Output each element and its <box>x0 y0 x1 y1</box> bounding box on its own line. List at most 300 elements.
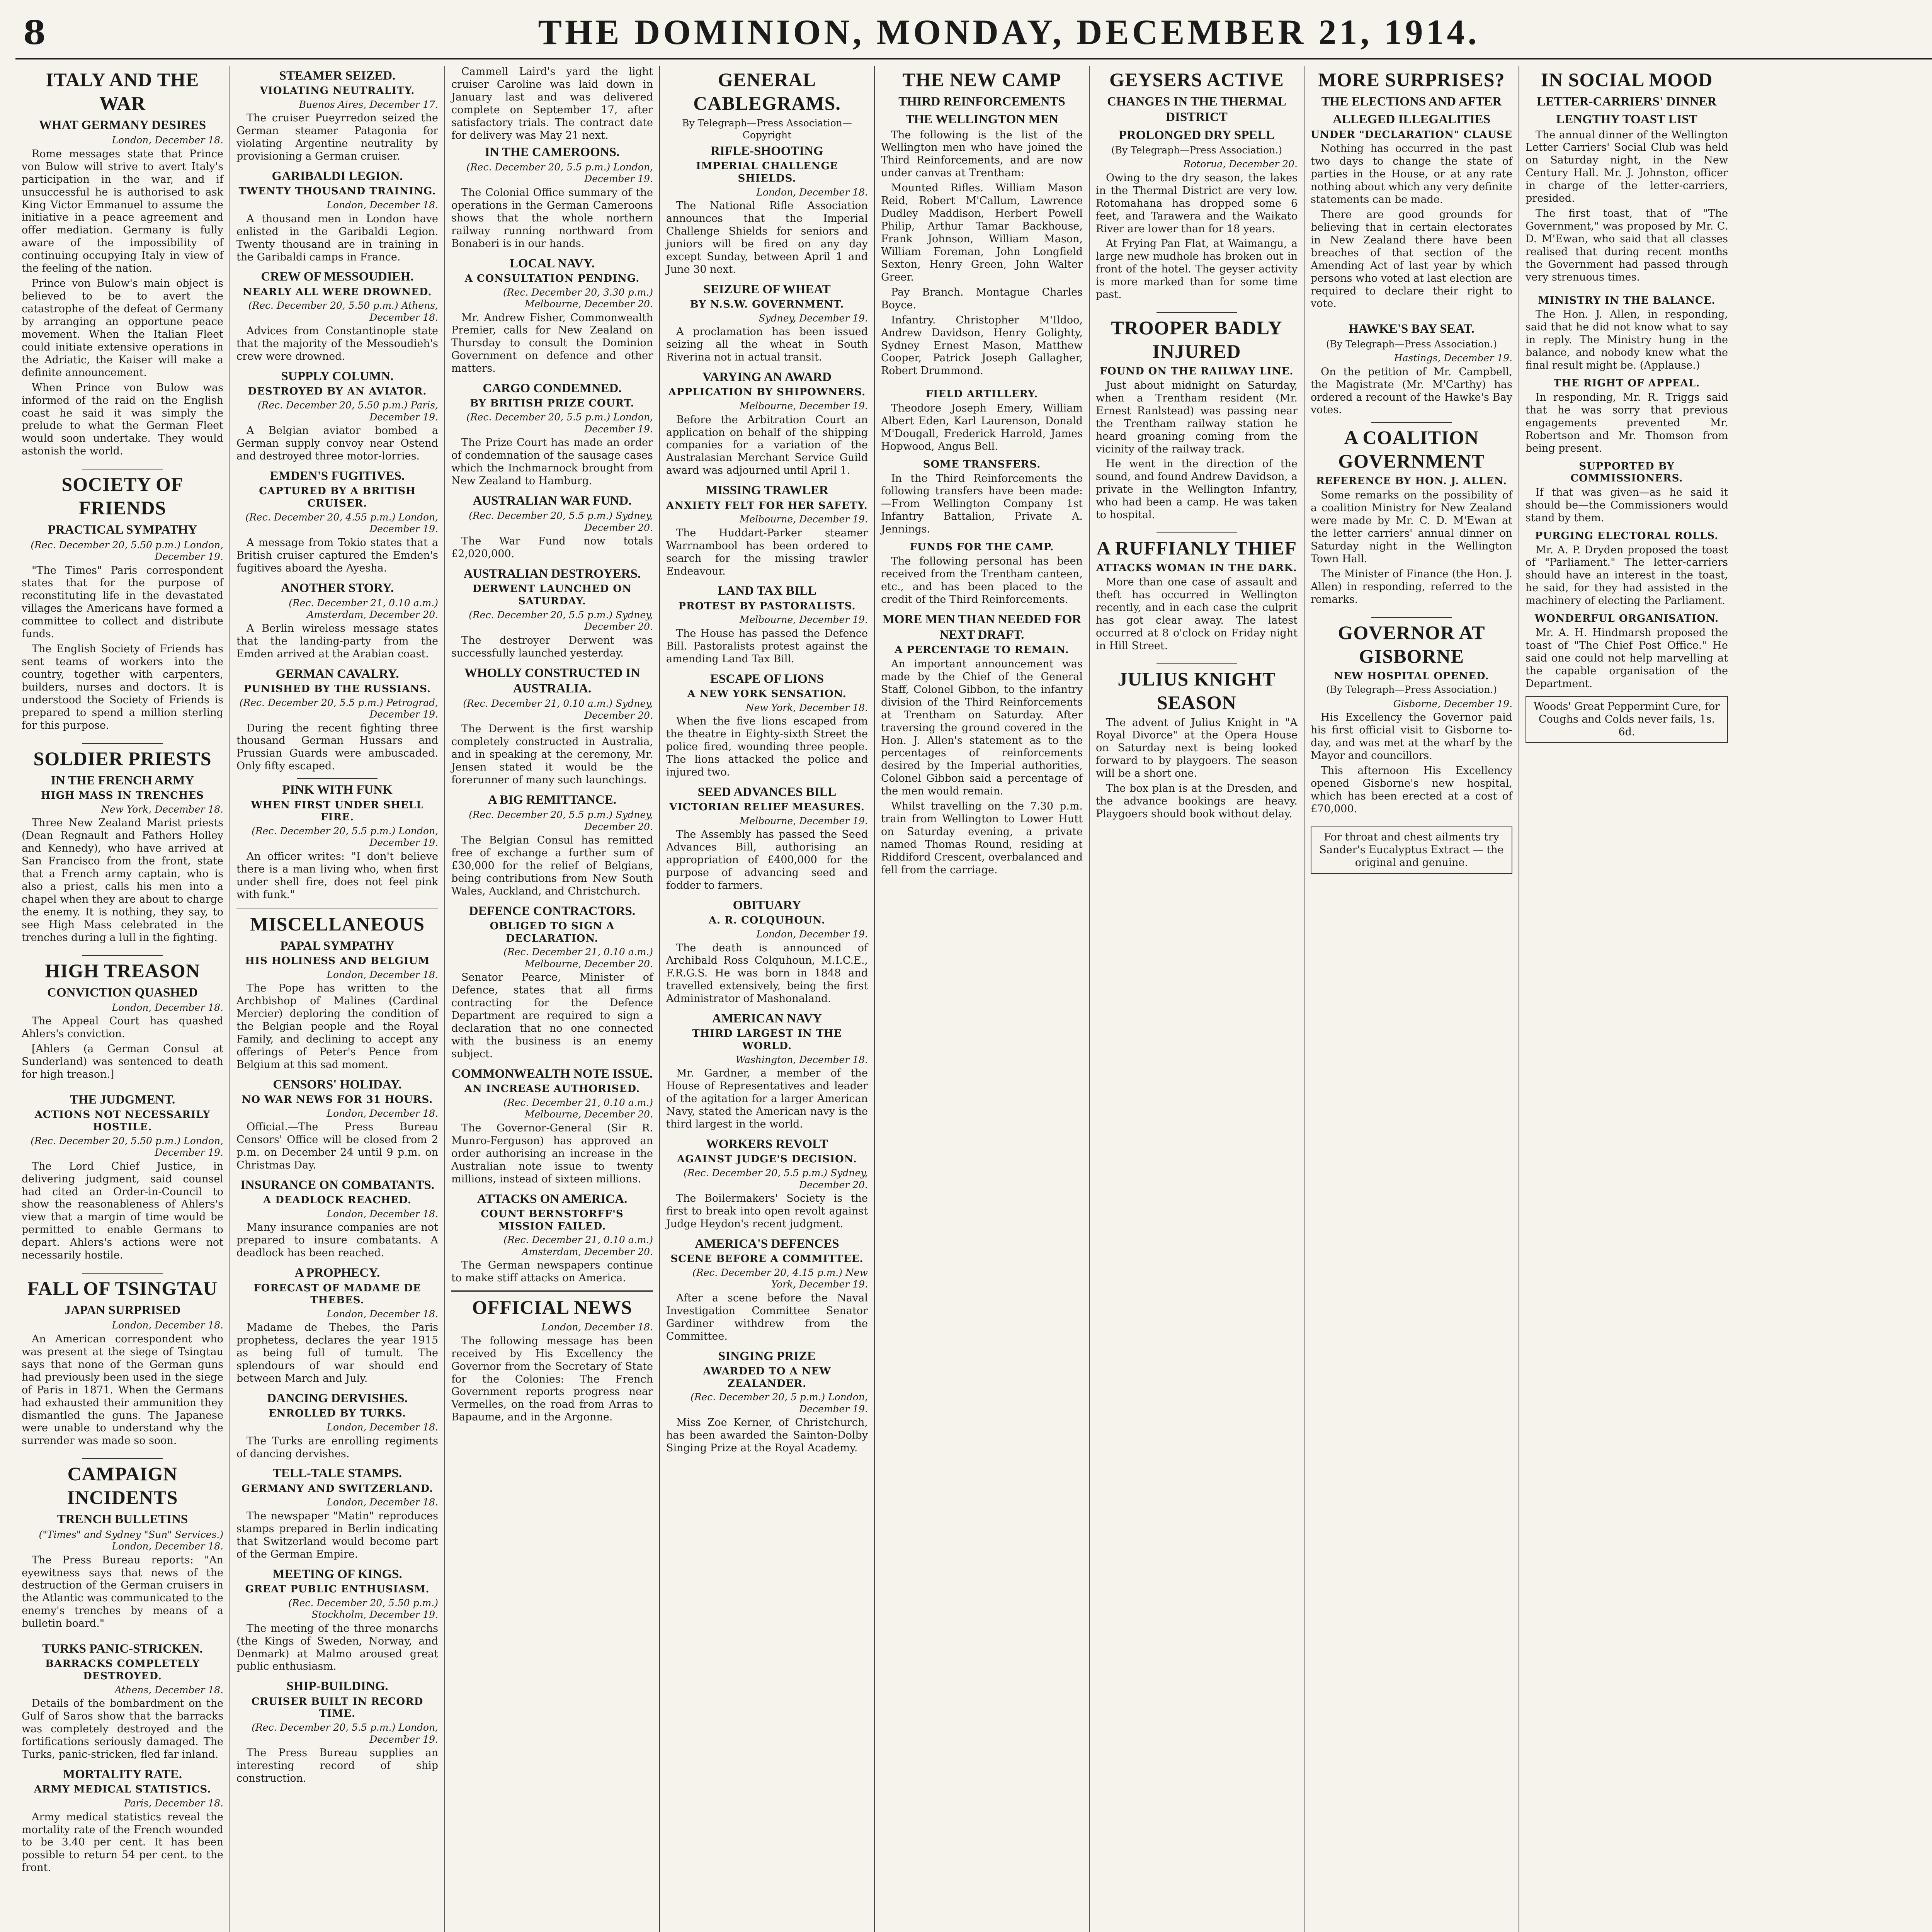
article-messoudieh <box>236 269 438 363</box>
subheadline: A CONSULTATION PENDING. <box>464 272 640 284</box>
paragraph: After a scene before the Naval Investigation Committee Senator Gardiner withdrew from the Committee. <box>666 1292 868 1342</box>
dateline: (Rec. December 20, 5.50 p.m.) London, December 19. <box>31 539 223 562</box>
subheadline: (By Telegraph—Press Association.) <box>1111 144 1282 156</box>
dateline: Hastings, December 19. <box>1394 352 1512 364</box>
paragraph: A Berlin wireless message states that the landing-party from the Emden arrived at the Arabian coast. <box>236 622 438 660</box>
subheadline: LENGTHY TOAST LIST <box>1556 112 1697 127</box>
headline: JULIUS KNIGHT SEASON <box>1117 668 1276 713</box>
article-insurance <box>236 1177 438 1260</box>
paragraph: Advices from Constantinople state that the majority of the Messoudieh's crew were drowned. <box>236 325 438 363</box>
headline: OBITUARY <box>733 898 801 913</box>
article-cameroons <box>451 145 653 250</box>
subheadline: HIS HOLINESS AND BELGIUM <box>245 955 430 967</box>
article-tsingtau <box>22 1277 223 1447</box>
article-more-surprises <box>1311 68 1512 310</box>
dateline: Sydney, December 19. <box>759 312 868 324</box>
paragraph: The Colonial Office summary of the operations in the German Cameroons shows that the whole northern railway running northward from Bonaberi is in our hands. <box>451 186 653 250</box>
subheadline: (By Telegraph—Press Association.) <box>1326 338 1497 350</box>
dateline: (Rec. December 20, 4.15 p.m.) New York, December 19. <box>692 1267 868 1290</box>
subheadline: CRUISER BUILT IN RECORD TIME. <box>251 1696 423 1720</box>
dateline: London, December 19. <box>756 929 868 940</box>
headline: MEETING OF KINGS. <box>272 1567 402 1581</box>
paragraph: Theodore Joseph Emery, William Albert Eden, Karl Laurenson, Donald M'Dougall, Frederick Harrold, James Hopwood, Angus Bell. <box>881 402 1083 452</box>
dateline: (Rec. December 21, 0.10 a.m.) Amsterdam, December 20. <box>289 597 438 621</box>
dateline: Melbourne, December 19. <box>739 400 868 412</box>
divider <box>82 743 163 744</box>
paragraph: The English Society of Friends has sent teams of workers into the country, together with carpenters, builders, nurses and doctors. It is understood the Society of Friends is prepared to spend a million sterling for this purpose. <box>22 643 223 731</box>
divider <box>1371 422 1452 423</box>
headline: SEIZURE OF WHEAT <box>703 282 831 296</box>
subheadline: PROLONGED DRY SPELL <box>1119 128 1275 142</box>
dateline: Buenos Aires, December 17. <box>299 99 438 110</box>
subheadline: NEARLY ALL WERE DROWNED. <box>243 286 432 298</box>
headline: HIGH TREASON <box>45 959 200 981</box>
divider <box>1156 312 1237 313</box>
dateline: Athens, December 18. <box>114 1684 223 1696</box>
subheadline: THE WELLINGTON MEN <box>905 112 1058 127</box>
paragraph: An American correspondent who was present at the siege of Tsingtau says that none of the German guns had previously been used in the siege of Paris in 1871. When the Germans had exhausted their ammunition they dismantled the guns. The Japanese were unable to understand why the surrender was made so soon. <box>22 1333 223 1447</box>
dateline: (Rec. December 20, 5.50 p.m.) London, December 19. <box>31 1135 223 1158</box>
subheadline: AGAINST JUDGE'S DECISION. <box>677 1153 857 1165</box>
headline: A PROPHECY. <box>294 1266 380 1280</box>
article-remittance <box>451 792 653 898</box>
headline: MISSING TRAWLER <box>706 483 828 498</box>
subheadline: THE ELECTIONS AND AFTER <box>1321 95 1502 109</box>
dateline: (Rec. December 20, 5.50 p.m.) Athens, December 18. <box>248 300 438 323</box>
subheadline: PRACTICAL SYMPATHY <box>48 523 197 537</box>
newspaper-title: THE DOMINION, MONDAY, DECEMBER 21, 1914. <box>538 12 1480 52</box>
article-society-of-friends <box>22 473 223 732</box>
article-official-news <box>451 1296 653 1424</box>
article-supply-column <box>236 369 438 463</box>
divider <box>82 955 163 956</box>
headline: CENSORS' HOLIDAY. <box>273 1077 402 1092</box>
headline: THE RIGHT OF APPEAL. <box>1553 378 1700 389</box>
headline: CARGO CONDEMNED. <box>483 381 622 396</box>
article-ruffianly-thief <box>1096 536 1298 652</box>
article-funds-for-camp <box>881 541 1083 606</box>
column-5 <box>875 66 1090 1932</box>
dateline: (Rec. December 20, 5.5 p.m.) London, December 19. <box>466 161 653 185</box>
paragraph: Mr. A. H. Hindmarsh proposed the toast of "The Chief Post Office." He said one could not help marvelling at the capable organisation of the Department. <box>1526 626 1728 690</box>
paragraph: The following is the list of the Wellington men who have joined the Third Reinforcements, and are now under canvas at Trentham: <box>881 129 1083 179</box>
subheadline: NEW HOSPITAL OPENED. <box>1334 670 1489 682</box>
article-german-cavalry <box>236 666 438 773</box>
headline: HAWKE'S BAY SEAT. <box>1349 322 1475 336</box>
dateline: (Rec. December 21, 0.10 a.m.) Melbourne, December 20. <box>503 1097 653 1120</box>
dateline: (Rec. December 20, 5.5 p.m.) Sydney, December 20. <box>684 1167 868 1190</box>
headline: SOCIETY OF FRIENDS <box>61 473 184 519</box>
headline: A COALITION GOVERNMENT <box>1338 427 1485 472</box>
headline: TURKS PANIC-STRICKEN. <box>42 1642 203 1656</box>
article-varying-award <box>666 369 868 477</box>
paragraph: Prince von Bulow's main object is believed to be to avert the catastrophe of the defeat of Germany by arranging an opportune peace movement. When the Italian Fleet could initiate extensive operations in the Adriatic, the Kaiser will make a definite announcement. <box>22 277 223 379</box>
article-prophecy <box>236 1265 438 1385</box>
headline: CAMPAIGN INCIDENTS <box>67 1463 178 1509</box>
article-electoral-rolls <box>1526 530 1728 607</box>
dateline: Melbourne, December 19. <box>739 614 868 626</box>
dateline: (Rec. December 20, 3.30 p.m.) Melbourne, December 20. <box>503 286 653 310</box>
subheadline: THIRD REINFORCEMENTS <box>898 95 1065 109</box>
article-coalition-government <box>1311 426 1512 606</box>
article-attacks-on-america <box>451 1191 653 1285</box>
article-war-fund <box>451 493 653 561</box>
headline: PURGING ELECTORAL ROLLS. <box>1535 530 1719 542</box>
paragraph: Just about midnight on Saturday, when a Trentham resident (Mr. Ernest Ranlstead) was passing near the Trentham railway station he heard groaning coming from the vicinity of the railway track. <box>1096 379 1298 455</box>
column-1 <box>15 66 230 1932</box>
article-american-navy <box>666 1011 868 1131</box>
headline: MORE MEN THAN NEEDED FOR NEXT DRAFT. <box>882 612 1082 642</box>
dateline: (Rec. December 20, 5.5 p.m.) London, December 19. <box>466 412 653 435</box>
paragraph: Many insurance companies are not prepared to insure combatants. A deadlock has been reached. <box>236 1221 438 1259</box>
paragraph: The destroyer Derwent was successfully launched yesterday. <box>451 634 653 659</box>
subheadline: PAPAL SYMPATHY <box>280 939 395 953</box>
subheadline: (By Telegraph—Press Association.) <box>1326 684 1497 696</box>
article-soldier-priests <box>22 747 223 944</box>
paragraph: Mr. Gardner, a member of the House of Representatives and leader of the agitation for a larger American Navy, stated the American navy is the third largest in the world. <box>666 1067 868 1131</box>
newspaper-page <box>15 12 1932 1932</box>
paragraph: Pay Branch. Montague Charles Boyce. <box>881 286 1083 311</box>
headline: PINK WITH FUNK <box>282 783 393 797</box>
headline: SEED ADVANCES BILL <box>697 785 837 799</box>
subheadline: By Telegraph—Press Association—Copyright <box>682 117 852 141</box>
paragraph: The National Rifle Association announces that the Imperial Challenge Shields for seniors and juniors will be fired on any day except Sunday, between April 1 and June 30 next. <box>666 200 868 276</box>
paragraph: The Belgian Consul has remitted free of exchange a further sum of £30,000 for the relief of Belgians, being contributions from New South Wales, Auckland, and Christchurch. <box>451 834 653 897</box>
headline: FUNDS FOR THE CAMP. <box>910 541 1054 553</box>
divider <box>236 907 438 908</box>
advertisement: For throat and chest ailments try Sander's Eucalyptus Extract — the original and genuine. <box>1311 827 1512 874</box>
headline: MISCELLANEOUS <box>250 913 425 935</box>
paragraph: Infantry. Christopher M'Ildoo, Andrew Davidson, Henry Golighty, Sydney Ernest Mason, Matthew Cooper, Patrick Joseph Gallagher, Robert Drummond. <box>881 314 1083 377</box>
paragraph: The cruiser Pueyrredon seized the German steamer Patagonia for violating Argentine neutrality by provisioning a German cruiser. <box>236 112 438 163</box>
article-garibaldi <box>236 168 438 264</box>
column-3 <box>445 66 660 1932</box>
headline: WONDERFUL ORGANISATION. <box>1534 613 1719 625</box>
dateline: London, December 18. <box>541 1321 653 1333</box>
divider <box>82 1273 163 1274</box>
paragraph: The Lord Chief Justice, in delivering judgment, said counsel had cited an Order-in-Council to show the reasonableness of Ahlers's view that a margin of time would be permitted to enable Germans to depart. Ahlers's actions were not necessarily hostile. <box>22 1160 223 1262</box>
headline: THE NEW CAMP <box>902 69 1061 90</box>
headline: GARIBALDI LEGION. <box>272 169 403 184</box>
subheadline: CAPTURED BY A BRITISH CRUISER. <box>259 485 416 509</box>
subheadline: ARMY MEDICAL STATISTICS. <box>34 1784 211 1796</box>
dateline: (Rec. December 20, 5.5 p.m.) Sydney, December 20. <box>469 809 653 832</box>
dateline: (Rec. December 20, 5.5 p.m.) Sydney, December 20. <box>469 510 653 533</box>
paragraph: In responding, Mr. R. Triggs said that he was sorry that previous engagements prevented Mr. Robertson and Mr. Thomson from being present. <box>1526 391 1728 454</box>
subheadline: SCENE BEFORE A COMMITTEE. <box>670 1253 864 1265</box>
paragraph: The Boilermakers' Society is the first to break into open revolt against Judge Heydon's recent judgment. <box>666 1192 868 1230</box>
headline: SOME TRANSFERS. <box>923 458 1041 470</box>
dateline: London, December 18. <box>112 1002 223 1013</box>
subheadline: CONVICTION QUASHED <box>47 985 198 1000</box>
article-italy-war <box>22 68 223 458</box>
article-mortality <box>22 1767 223 1874</box>
article-judgment <box>22 1092 223 1262</box>
columns <box>15 66 1932 1932</box>
dateline: (Rec. December 21, 0.10 a.m.) Melbourne, December 20. <box>503 946 653 969</box>
paragraph: In the Third Reinforcements the following transfers have been made:—From Wellington Company 1st Infantry Battalion, Private A. Jennings. <box>881 472 1083 536</box>
paragraph: Official.—The Press Bureau Censors' Office will be closed from 2 p.m. on December 24 until 9 p.m. on Christmas Day. <box>236 1121 438 1172</box>
article-governor-gisborne <box>1311 621 1512 816</box>
subheadline: DESTROYED BY AN AVIATOR. <box>248 386 427 398</box>
divider <box>1156 532 1237 533</box>
headline: DEFENCE CONTRACTORS. <box>469 904 636 918</box>
paragraph: The Governor-General (Sir R. Munro-Ferguson) has approved an order authorising an increase in the Australian note issue to twenty millions, instead of sixteen millions. <box>451 1122 653 1185</box>
article-right-of-appeal <box>1526 378 1728 455</box>
headline: CREW OF MESSOUDIEH. <box>261 270 414 284</box>
article-steamer-seized <box>236 68 438 163</box>
paragraph: During the recent fighting three thousand German Hussars and Prussian Guards were ambuscaded. Only fifty escaped. <box>236 722 438 772</box>
paragraph: The Turks are enrolling regiments of dancing dervishes. <box>236 1435 438 1460</box>
article-dervishes <box>236 1391 438 1460</box>
article-meeting-of-kings <box>236 1566 438 1673</box>
headline: FALL OF TSINGTAU <box>27 1277 218 1299</box>
paragraph: The following personal has been received from the Trentham canteen, etc., and has been placed to the credit of the Third Reinforcements. <box>881 555 1083 605</box>
dateline: Gisborne, December 19. <box>1393 698 1512 709</box>
paragraph: The annual dinner of the Wellington Letter Carriers' Social Club was held on Saturday night, in the New Century Hall. Mr. J. Johnston, officer in charge of the letter-carriers, presided. <box>1526 129 1728 205</box>
paragraph: Three New Zealand Marist priests (Dean Regnault and Fathers Holley and Kennedy), who have arrived at San Francisco from the front, state that a French army captain, who is also a priest, calls his men into a chapel when they are about to charge the enemy. It is nothing, they say, to see High Mass celebrated in the trenches during a lull in the fighting. <box>22 817 223 944</box>
subheadline: OBLIGED TO SIGN A DECLARATION. <box>490 920 615 944</box>
subheadline: A PERCENTAGE TO REMAIN. <box>895 644 1069 656</box>
paragraph: Mr. Andrew Fisher, Commonwealth Premier, calls for New Zealand on Thursday to consult the Dominion Government on defence and other matters. <box>451 311 653 375</box>
headline: TROOPER BADLY INJURED <box>1111 317 1282 362</box>
article-high-treason <box>22 959 223 1081</box>
subheadline: RIFLE-SHOOTING <box>711 144 823 158</box>
dateline: (Rec. December 20, 5.5 p.m.) London, December 19. <box>252 825 438 849</box>
headline: FIELD ARTILLERY. <box>925 388 1038 400</box>
article-defence-contractors <box>451 903 653 1061</box>
paragraph: The advent of Julius Knight in "A Royal Divorce" at the Opera House on Saturday next is being looked forward to by playgoers. The season will be a short one. <box>1096 716 1298 780</box>
subheadline: COUNT BERNSTORFF'S MISSION FAILED. <box>481 1208 624 1232</box>
subheadline: WHEN FIRST UNDER SHELL FIRE. <box>251 799 424 823</box>
article-ship-building <box>236 1679 438 1785</box>
headline: SHIP-BUILDING. <box>286 1679 388 1694</box>
article-some-transfers <box>881 459 1083 536</box>
article-supported-commissioners <box>1526 461 1728 525</box>
divider <box>297 778 378 779</box>
headline: ITALY AND THE WAR <box>46 69 199 114</box>
dateline: Paris, December 18. <box>124 1798 223 1809</box>
dateline: (Rec. December 20, 5.5 p.m.) London, December 19. <box>252 1722 438 1745</box>
headline: GERMAN CAVALRY. <box>276 667 399 681</box>
paragraph: An important announcement was made by the Chief of the General Staff, Colonel Gibbon, to the infantry division of the Third Reinforcements at Trentham on Saturday. After traversing the ground covered in the Hon. J. Allen's statement as to the percentages of reinforcements desired by the Imperial authorities, Colonel Gibbon said a percentage of the men would remain. <box>881 658 1083 798</box>
page-number: 8 <box>23 14 46 52</box>
paragraph: The death is announced of Archibald Ross Colquhoun, M.I.C.E., F.R.G.S. He was born in 1848 and travelled extensively, being the first Administrator of Mashonaland. <box>666 942 868 1005</box>
paragraph: The Press Bureau supplies an interesting record of ship construction. <box>236 1747 438 1784</box>
subheadline: PUNISHED BY THE RUSSIANS. <box>243 683 431 695</box>
subheadline: LETTER-CARRIERS' DINNER <box>1537 95 1717 109</box>
subheadline: TRENCH BULLETINS <box>57 1512 188 1527</box>
subheadline: HIGH MASS IN TRENCHES <box>41 789 204 801</box>
paragraph: The newspaper "Matin" reproduces stamps prepared in Berlin indicating that Switzerland would become part of the German Empire. <box>236 1510 438 1560</box>
paragraph: The Assembly has passed the Seed Advances Bill, authorising an appropriation of £400,000 for the purpose of advancing seed and fodder to farmers. <box>666 828 868 892</box>
dateline: (Rec. December 21, 0.10 a.m.) Amsterdam, December 20. <box>503 1234 653 1257</box>
paragraph: On the petition of Mr. Campbell, the Magistrate (Mr. M'Carthy) has ordered a recount of the Hawke's Bay votes. <box>1311 366 1512 416</box>
dateline: New York, December 18. <box>745 702 868 713</box>
paragraph: At Frying Pan Flat, at Waimangu, a large new mudhole has broken out in front of the hotel. The geyser activity is more marked than for some time past. <box>1096 238 1298 301</box>
dateline: London, December 18. <box>756 186 868 198</box>
headline: IN SOCIAL MOOD <box>1541 69 1713 90</box>
paragraph: "The Times" Paris correspondent states that for the purpose of reconstituting life in the devastated villages the Americans have formed a committee to collect and distribute funds. <box>22 564 223 640</box>
divider <box>1156 663 1237 664</box>
headline: ESCAPE OF LIONS <box>710 672 824 686</box>
paragraph: Before the Arbitration Court an application on behalf of the shipping companies for a variation of the Australasian Merchant Service Guild award was adjourned until April 1. <box>666 413 868 477</box>
headline: STEAMER SEIZED. <box>279 69 396 83</box>
paragraph: Owing to the dry season, the lakes in the Thermal District are very low. Rotomahana has dropped some 6 feet, and Tarawera and the Waikato River are lower than for 18 years. <box>1096 172 1298 235</box>
paragraph: An officer writes: "I don't believe there is a man living who, when first under shell fire, does not feel pink with funk." <box>236 850 438 901</box>
column-8 <box>1519 66 1734 1932</box>
subheadline: ANXIETY FELT FOR HER SAFETY. <box>666 500 868 512</box>
paragraph: The Derwent is the first warship completely constructed in Australia, and in speaking at the ceremony, Mr. Jensen stated it would be the forerunner of many such launchings. <box>451 723 653 786</box>
column-2 <box>230 66 445 1932</box>
subheadline: A DEADLOCK REACHED. <box>263 1194 412 1206</box>
column-7 <box>1304 66 1519 1932</box>
article-social-mood <box>1526 68 1728 284</box>
dateline: London, December 18. <box>112 1320 223 1331</box>
dateline: London, December 18. <box>327 1308 438 1320</box>
dateline: New York, December 18. <box>101 803 223 815</box>
paragraph: The German newspapers continue to make stiff attacks on America. <box>451 1259 653 1284</box>
paragraph: Senator Pearce, Minister of Defence, states that all firms contracting for the Defence Department are required to sign a declaration that no one connected with the business is an enemy subject. <box>451 971 653 1060</box>
paragraph: Mr. A. P. Dryden proposed the toast of "Parliament." The letter-carriers should have an interest in the toast, he said, for they had assisted in the machinery of electing the Parliament. <box>1526 544 1728 607</box>
article-pink-with-funk <box>236 782 438 901</box>
paragraph: The first toast, that of "The Government," was proposed by Mr. C. D. M'Ewan, who said that all classes realised that during recent months the Government had passed through very strenuous times. <box>1526 207 1728 283</box>
article-americas-defences <box>666 1236 868 1343</box>
headline: LAND TAX BILL <box>718 584 816 598</box>
dateline: London, December 18. <box>327 1107 438 1119</box>
paragraph: The Press Bureau reports: "An eyewitness says that news of the destruction of the German cruisers in the Atlantic was communicated to the enemy's trenches by means of a bulletin board." <box>22 1554 223 1630</box>
subheadline: NO WAR NEWS FOR 31 HOURS. <box>242 1094 433 1105</box>
article-wholly-constructed <box>451 665 653 787</box>
paragraph: He went in the direction of the sound, and found Andrew Davidson, a private in the Wellington Infantry, who had been a camp. He was taken to hospital. <box>1096 458 1298 521</box>
article-hawkes-bay-seat <box>1311 321 1512 417</box>
subheadline: VIOLATING NEUTRALITY. <box>260 85 415 97</box>
headline: MINISTRY IN THE BALANCE. <box>1538 294 1716 306</box>
dateline: London, December 18. <box>327 969 438 980</box>
article-missing-trawler <box>666 483 868 578</box>
headline: WORKERS REVOLT <box>706 1137 828 1151</box>
headline: IN THE CAMEROONS. <box>485 145 620 159</box>
article-local-navy <box>451 256 653 376</box>
headline: GEYSERS ACTIVE <box>1109 69 1284 90</box>
paragraph: Nothing has occurred in the past two days to change the state of parties in the House, or at any rate nothing about which any very definite statements can be made. <box>1311 143 1512 206</box>
paragraph: Details of the bombardment on the Gulf of Saros show that the barracks was completely destroyed and the fortifications seriously damaged. The Turks, panic-stricken, fled far inland. <box>22 1697 223 1761</box>
headline: THE JUDGMENT. <box>70 1092 175 1107</box>
article-ministry-balance <box>1526 295 1728 372</box>
headline: AMERICAN NAVY <box>712 1012 822 1026</box>
headline: SUPPORTED BY COMMISSIONERS. <box>1570 460 1683 485</box>
subheadline: JAPAN SURPRISED <box>64 1303 181 1318</box>
dateline: London, December 18. <box>327 1208 438 1219</box>
headline: SINGING PRIZE <box>718 1349 816 1363</box>
headline: GOVERNOR AT GISBORNE <box>1338 621 1485 667</box>
dateline: (Rec. December 20, 5.50 p.m.) Paris, December 19. <box>257 400 438 423</box>
headline: SUPPLY COLUMN. <box>281 369 394 384</box>
paragraph: [Ahlers (a German Consul at Sunderland) was sentenced to death for high treason.] <box>22 1043 223 1081</box>
paragraph: Miss Zoe Kerner, of Christchurch, has been awarded the Sainton-Dolby Singing Prize at the Royal Academy. <box>666 1417 868 1454</box>
divider <box>1371 617 1452 618</box>
paragraph: The House has passed the Defence Bill. Pastoralists protest against the amending Land Tax Bill. <box>666 627 868 665</box>
article-emden-fugitives <box>236 468 438 575</box>
article-turks <box>22 1641 223 1761</box>
headline: EMDEN'S FUGITIVES. <box>270 469 405 483</box>
article-obituary <box>666 898 868 1005</box>
headline: AUSTRALIAN WAR FUND. <box>473 493 632 508</box>
headline: AUSTRALIAN DESTROYERS. <box>463 567 641 581</box>
divider <box>451 1290 653 1292</box>
article-new-camp <box>881 68 1083 378</box>
subheadline: REFERENCE BY HON. J. ALLEN. <box>1316 475 1507 487</box>
dateline: Melbourne, December 19. <box>739 514 868 525</box>
paragraph: More than one case of assault and theft has occurred in Wellington recently, and in each case the culprit has got clear away. The latest occurred at 8 o'clock on Friday night in Hill Street. <box>1096 576 1298 652</box>
headline: A BIG REMITTANCE. <box>488 793 617 807</box>
paragraph: There are good grounds for believing that in certain electorates in New Zealand there have been breaches of that section of the Amending Act of last year by which persons who voted at last election are required to declare their right to vote. <box>1311 208 1512 310</box>
paragraph: The following message has been received by His Excellency the Governor from the Secretary of State for the Colonies: The French Government reports progress near Vermelles, on the road from Arras to Bapaume, and in the Argonne. <box>451 1335 653 1423</box>
article-note-issue <box>451 1066 653 1186</box>
article-more-men <box>881 612 1083 877</box>
article-another-story <box>236 580 438 661</box>
subheadline: THIRD LARGEST IN THE WORLD. <box>692 1028 842 1052</box>
paragraph: The Pope has written to the Archbishop of Malines (Cardinal Mercier) deploring the condition of the Belgian people and the Royal Family, and declining to accept any offerings of Peter's Pence from Belgium at this sad moment. <box>236 982 438 1071</box>
paragraph: Mounted Rifles. William Mason Reid, Robert M'Callum, Lawrence Dudley Maddison, Herbert Powell Philip, Arthur Tamar Backhouse, Frank Johnson, William Mason, William Foreman, John Longfield Sexton, Henry Green, John Walter Greer. <box>881 182 1083 283</box>
subheadline: CHANGES IN THE THERMAL DISTRICT <box>1107 95 1286 124</box>
subheadline: ENROLLED BY TURKS. <box>268 1408 406 1420</box>
subheadline: BY BRITISH PRIZE COURT. <box>470 398 634 410</box>
subheadline: GREAT PUBLIC ENTHUSIASM. <box>245 1583 430 1595</box>
article-cargo-condemned <box>451 381 653 488</box>
dateline: Rotorua, December 20. <box>1183 158 1298 170</box>
article-seizure-of-wheat <box>666 282 868 364</box>
paragraph: Madame de Thebes, the Paris prophetess, declares the year 1915 as being full of tumult. The splendours of war should end between March and July. <box>236 1321 438 1385</box>
divider <box>82 1458 163 1459</box>
article-general-cablegrams <box>666 68 868 276</box>
subheadline: GERMANY AND SWITZERLAND. <box>241 1483 434 1495</box>
paragraph: The War Fund now totals £2,020,000. <box>451 535 653 560</box>
subheadline: TWENTY THOUSAND TRAINING. <box>238 185 436 197</box>
subheadline: VICTORIAN RELIEF MEASURES. <box>669 801 865 813</box>
article-wonderful-organisation <box>1526 613 1728 690</box>
article-trooper-injured <box>1096 316 1298 522</box>
paragraph: The Prize Court has made an order of condemnation of the sausage cases which the Inchmarnock brought from New Zealand to Hamburg. <box>451 437 653 487</box>
headline: ATTACKS ON AMERICA. <box>477 1192 628 1206</box>
subheadline: IN THE FRENCH ARMY <box>51 773 194 787</box>
dateline: ("Times" and Sydney "Sun" Services.) London, December 18. <box>39 1529 223 1552</box>
subheadline: DERWENT LAUNCHED ON SATURDAY. <box>473 583 632 607</box>
paragraph: Whilst travelling on the 7.30 p.m. train from Wellington to Lower Hutt on Saturday evening, a private named Thomas Round, residing at Riddiford Crescent, overbalanced and fell from the carriage. <box>881 800 1083 876</box>
subheadline: PROTEST BY PASTORALISTS. <box>678 600 856 612</box>
article-singing-prize <box>666 1349 868 1455</box>
headline: OFFICIAL NEWS <box>472 1296 633 1318</box>
subheadline: FOUND ON THE RAILWAY LINE. <box>1100 366 1294 378</box>
headline: ANOTHER STORY. <box>281 581 394 595</box>
subheadline: ALLEGED ILLEGALITIES <box>1332 112 1491 127</box>
article-destroyers <box>451 566 653 660</box>
subheadline: AN INCREASE AUTHORISED. <box>464 1083 640 1095</box>
article-seed-advances <box>666 784 868 892</box>
article-julius-knight <box>1096 667 1298 821</box>
headline: TELL-TALE STAMPS. <box>272 1466 402 1481</box>
paragraph: The meeting of the three monarchs (the Kings of Sweden, Norway, and Denmark) at Malmo aroused great public enthusiasm. <box>236 1622 438 1673</box>
dateline: (Rec. December 20, 5.5 p.m.) Sydney, December 20. <box>469 609 653 633</box>
dateline: London, December 18. <box>327 1422 438 1433</box>
subheadline: A NEW YORK SENSATION. <box>687 688 847 700</box>
headline: COMMONWEALTH NOTE ISSUE. <box>451 1067 653 1081</box>
paragraph: When Prince von Bulow was informed of the raid on the English coast he said it was simply the prelude to what the German Fleet would soon undertake. They would astonish the world. <box>22 381 223 457</box>
paragraph: If that was given—as he said it should be—the Commissioners would stand by them. <box>1526 486 1728 524</box>
subheadline: ACTIONS NOT NECESSARILY HOSTILE. <box>34 1109 211 1133</box>
subheadline: APPLICATION BY SHIPOWNERS. <box>668 386 866 398</box>
paragraph: A Belgian aviator bombed a German supply convoy near Ostend and destroyed three motor-lorries. <box>236 425 438 463</box>
